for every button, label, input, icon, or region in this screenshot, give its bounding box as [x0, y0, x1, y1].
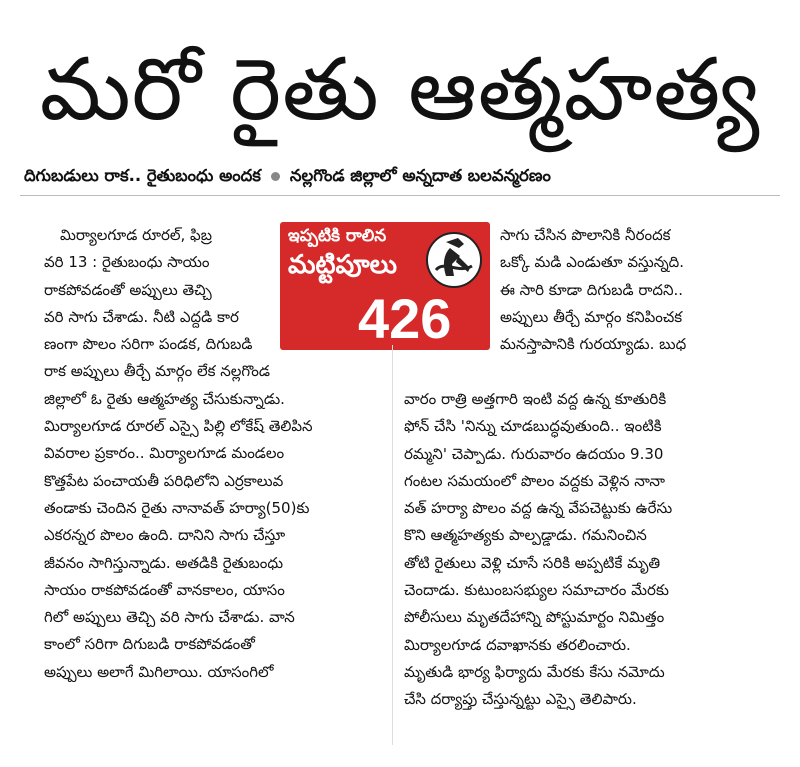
- deck-right: నల్లగొండ జిల్లాలో అన్నదాత బలవన్మరణం: [289, 166, 551, 185]
- article-line: చెందాడు. కుటుంబసభ్యుల సమాచారం మేరకు: [404, 581, 669, 600]
- article-line: వరి సాగు చేశాడు. నీటి ఎద్దడి కార: [44, 307, 239, 326]
- article-line: ఫోన్ చేసి 'నిన్ను చూడబుద్ధవుతుంది.. ఇంటికి: [404, 417, 662, 436]
- subheadline-deck: [24, 163, 784, 189]
- infobox-line1: ఇప్పటికి రాలిన: [288, 226, 387, 246]
- article-line: తోటి రైతులు వెళ్లి చూసే సరికి అప్పటికే మృతి: [404, 553, 661, 572]
- article-line: ఈ సారి కూడా దిగుబడి రాదని..: [500, 280, 684, 299]
- article-line: రాక అప్పులు తీర్చే మార్గం లేక నల్లగొండ: [44, 362, 270, 381]
- deck-left: దిగుబడులు రాక.. రైతుబంధు అందక: [24, 166, 261, 185]
- right-column-top: [500, 222, 770, 358]
- infobox-suicide-count: [280, 222, 490, 350]
- article-line: కొని ఆత్మహత్యకు పాల్పడ్డాడు. గమనించిన: [404, 526, 647, 545]
- article-line: ణంగా పొలం సరిగా పండక, దిగుబడి: [44, 335, 253, 354]
- article-line: రాకపోవడంతో అప్పులు తెచ్చి: [44, 280, 212, 299]
- article-line: కాంలో సరిగా దిగుబడి రాకపోవడంతో: [44, 635, 255, 654]
- article-line: ఎకరన్నర పొలం ఉంది. దానిని సాగు చేస్తూ: [44, 526, 286, 545]
- article-line: అప్పులు తీర్చే మార్గం కనిపించక: [500, 307, 683, 326]
- article-line: సాయం రాకపోవడంతో వానకాలం, యాసం: [44, 580, 285, 599]
- article-line: మిర్యాలగూడ రూరల్ ఎస్సై పిల్లి లోకేష్ తెలిపిన: [44, 417, 313, 436]
- article-line: పోలీసులు మృతదేహాన్ని పోస్టుమార్టం నిమిత్తం: [404, 608, 665, 627]
- headline: మరో రైతు ఆత్మహత్య: [39, 40, 761, 140]
- article-line: అప్పులు అలాగే మిగిలాయి. యాసంగిలో: [44, 662, 274, 681]
- infobox-line2: మట్టిపూలు: [288, 250, 398, 280]
- article-line: చేసి దర్యాప్తు చేస్తున్నట్టు ఎస్సై తెలిపారు.: [404, 690, 637, 709]
- article-line: గిలో అప్పులు తెచ్చి వరి సాగు చేశాడు. వాన: [44, 608, 295, 627]
- right-column-bottom: [404, 386, 770, 714]
- article-line: మిర్యాలగూడ రూరల్, ఫిబ్ర: [60, 226, 212, 244]
- article-line: సాగు చేసిన పొలానికి నీరందక: [500, 226, 671, 244]
- infobox-count: 426: [358, 287, 452, 350]
- article-line: వత్ హర్యా పొలం వద్ద ఉన్న వేపచెట్టుకు ఉరేసు: [404, 499, 673, 518]
- article-line: వరి 13 : రైతుబంధు సాయం: [44, 253, 210, 272]
- article-line: జీవనం సాగిస్తున్నాడు. అతడికి రైతుబంధు: [44, 553, 284, 572]
- header-divider: [20, 195, 780, 196]
- article-line: మనస్తాపానికి గురయ్యాడు. బుధ: [500, 335, 687, 354]
- article-line: గంటల సమయంలో పొలం వద్దకు వెళ్లిన నానా: [404, 471, 665, 490]
- article-line: మృతుడి భార్య ఫిర్యాదు మేరకు కేసు నమోదు: [404, 662, 665, 681]
- article-line: కొత్తపేట పంచాయతీ పరిధిలోని ఎర్రకాలువ: [44, 471, 284, 490]
- article-line: వివరాల ప్రకారం.. మిర్యాలగూడ మండలం: [44, 444, 285, 463]
- article-line: మిర్యాలగూడ దవాఖానకు తరలించారు.: [404, 635, 631, 654]
- bullet-dot-icon: [271, 172, 280, 181]
- article-line: వారం రాత్రి అత్తగారి ఇంటి వద్ద ఉన్న కూతురికి: [404, 390, 667, 408]
- article-line: రమ్మని' చెప్పాడు. గురువారం ఉదయం 9.30: [404, 444, 664, 463]
- article-line: ఒక్కో మడి ఎండుతూ వస్తున్నది.: [500, 253, 685, 272]
- farmer-silhouette-icon: [424, 230, 484, 288]
- column-divider: [392, 345, 393, 745]
- article-line: తండాకు చెందిన రైతు నానావత్ హర్యా(50)కు: [44, 498, 310, 517]
- article-line: జిల్లాలో ఓ రైతు ఆత్మహత్య చేసుకున్నాడు.: [44, 389, 285, 408]
